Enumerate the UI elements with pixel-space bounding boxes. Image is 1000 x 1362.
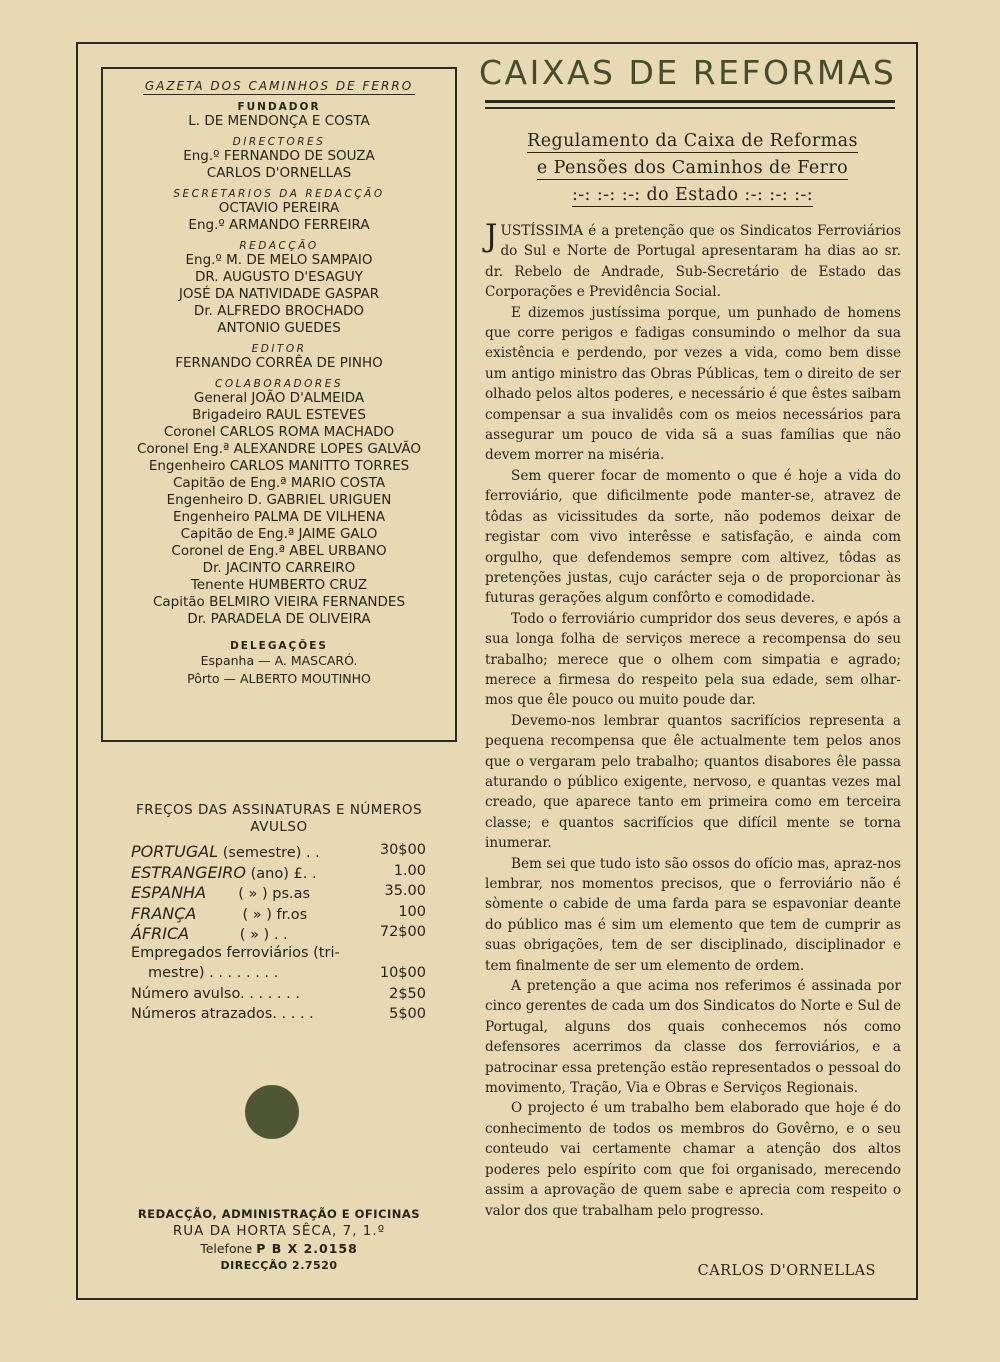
- price-row: [104, 945, 454, 966]
- paragraph: Bem sei que tudo isto são ossos do ofício mas, apraz-nos lembrar, nos momentos precisos, que o ferroviário não é sòmente o cabide de uma farda para se espavoniar deante do público mas é sim um elemento que tem de cumprir as suas obrigações, tem de ser disciplinado, disciplinador e tem finalmente de ser um elemento de ordem.: [485, 855, 901, 974]
- secretario-name: OCTAVIO PEREIRA: [218, 200, 340, 216]
- price-row: [104, 986, 454, 1007]
- colaborador-name: Engenheiro CARLOS MANITTO TORRES: [148, 458, 410, 474]
- colaborador-name: Capitão BELMIRO VIEIRA FERNANDES: [152, 594, 406, 610]
- redactor-name: ANTONIO GUEDES: [217, 320, 341, 336]
- price-value: 100: [398, 903, 426, 920]
- telefone-label: Telefone: [200, 1241, 257, 1256]
- colaborador-name: General JOÃO D'ALMEIDA: [193, 390, 365, 406]
- round-seal-stamp: [245, 1085, 299, 1139]
- price-detail: ( » ) . .: [189, 927, 288, 943]
- prices-title-2: AVULSO: [250, 819, 308, 835]
- colaborador-name: Tenente HUMBERTO CRUZ: [190, 577, 368, 593]
- secretarios-heading: SECRETARIOS DA REDACÇÃO: [173, 188, 385, 200]
- price-value: 30$00: [379, 842, 426, 858]
- address-telefone: [104, 1241, 454, 1256]
- price-detail: ( » ) ps.as: [206, 886, 311, 902]
- price-detail: (ano) £. .: [246, 865, 317, 882]
- address-block: [104, 1207, 454, 1272]
- price-country: FRANÇA: [131, 903, 197, 923]
- subtitle-line: e Pensões dos Caminhos de Ferro: [536, 158, 849, 178]
- drop-cap: J: [485, 218, 498, 254]
- price-row: [104, 883, 454, 904]
- price-row: [104, 863, 454, 884]
- price-value: 35.00: [384, 883, 426, 899]
- director-name: CARLOS D'ORNELLAS: [206, 165, 352, 181]
- paragraph: Todo o ferroviário cumpridor dos seus deveres, e após a sua longa folha de serviços merece a recompensa do seu trabalho; merece que o olhem com simpatia e agrado; merece a firmesa do respeito pela sua edade, sem olhar-mos que êle pouco ou muito poude dar.: [485, 610, 901, 709]
- colaborador-name: Capitão de Eng.ª MARIO COSTA: [172, 475, 386, 491]
- colaborador-name: Coronel de Eng.ª ABEL URBANO: [171, 543, 387, 559]
- colaborador-name: Coronel Eng.ª ALEXANDRE LOPES GALVÃO: [136, 441, 422, 457]
- title-rule: [485, 100, 895, 103]
- price-detail: ( » ) fr.os: [196, 906, 308, 923]
- secretario-name: Eng.º ARMANDO FERREIRA: [188, 217, 370, 233]
- paragraph: O projecto é um trabalho bem elaborado que hoje é do conhecimento de todos os membros do Govêrno, e o seu conteudo vai certamente chamar a atenção dos altos poderes pelo espírito com que foi organisado, merecendo assim a aprovação de quem sabe e aprecia com respeito o valor dos que trabalham pelo progresso.: [485, 1100, 901, 1219]
- redaccao-heading: REDACÇÃO: [239, 240, 319, 252]
- redactor-name: Dr. ALFREDO BROCHADO: [193, 303, 365, 319]
- title-rule: [485, 107, 895, 109]
- editor-heading: EDITOR: [251, 343, 307, 355]
- price-country: ESTRANGEIRO: [131, 862, 247, 882]
- colaborador-name: Dr. JACINTO CARREIRO: [202, 560, 356, 576]
- price-value: 5$00: [389, 1006, 426, 1022]
- colaborador-name: Capitão de Eng.ª JAIME GALO: [180, 526, 378, 542]
- fundador-heading: FUNDADOR: [237, 101, 321, 113]
- price-detail: (semestre) . .: [218, 845, 320, 861]
- prices-title: FREÇOS DAS ASSINATURAS E NÚMEROS: [135, 802, 423, 818]
- directores-heading: DIRECTORES: [232, 136, 326, 148]
- colaboradores-heading: COLABORADORES: [214, 378, 344, 390]
- delegacoes-heading: DELEGAÇÕES: [230, 640, 328, 652]
- director-name: Eng.º FERNANDO DE SOUZA: [183, 148, 375, 164]
- delegacao-line: Pôrto — ALBERTO MOUTINHO: [187, 671, 371, 686]
- address-direccao: DIRECÇÃO 2.7520: [220, 1259, 338, 1272]
- redactor-name: JOSÉ DA NATIVIDADE GASPAR: [178, 286, 380, 302]
- paragraph: E dizemos justíssima porque, um punhado de homens que corre perigos e fadigas consumindo o melhor da sua existência e perdendo, por vezes a vida, como bem disse um antigo ministro das Obras Públicas, tem o direito de ser olhado pelos altos poderes, e necessário é que êstes saibam compensar a sua invalidês com os meios necessários para assegurar um pouco de vida sã a suas famílias que não devem morrer na miséria.: [485, 304, 901, 464]
- price-value: 1.00: [393, 862, 426, 879]
- article-body: [485, 218, 901, 1221]
- paragraph: Sem querer focar de momento o que é hoje a vida do ferroviário, que dificilmente pode manter-se, atravez de tôdas as vicissitudes da sorte, não podemos deixar de registar com vivo interêsse e satisfação, e ainda com orgulho, que defendemos sempre com altivez, tôdas as pretenções justas, cujo carácter seja o de proporcionar às futuras gerações algum confôrto e comodidade.: [485, 467, 901, 607]
- colaborador-name: Engenheiro PALMA DE VILHENA: [172, 509, 386, 525]
- telefone-number: P B X 2.0158: [256, 1241, 358, 1256]
- article-subtitle: [515, 128, 870, 209]
- colaborador-name: Engenheiro D. GABRIEL URIGUEN: [166, 492, 392, 508]
- author-signature: CARLOS D'ORNELLAS: [697, 1263, 876, 1279]
- fundador-name: L. DE MENDONÇA E COSTA: [188, 113, 370, 129]
- price-detail: mestre) . . . . . . . .: [148, 965, 279, 981]
- price-country: ÁFRICA: [131, 924, 190, 943]
- masthead-title: GAZETA DOS CAMINHOS DE FERRO: [144, 79, 414, 93]
- colaborador-name: Dr. PARADELA DE OLIVEIRA: [187, 611, 371, 627]
- subtitle-line: Regulamento da Caixa de Reformas: [527, 131, 858, 151]
- price-country: PORTUGAL: [131, 842, 219, 861]
- subtitle-line: :-: :-: :-: do Estado :-: :-: :-:: [571, 185, 814, 205]
- price-row: [104, 1006, 454, 1027]
- price-row: [104, 904, 454, 925]
- delegacao-line: Espanha — A. MASCARÓ.: [200, 653, 358, 668]
- address-street: RUA DA HORTA SÊCA, 7, 1.º: [172, 1223, 386, 1239]
- paragraph: Devemo-nos lembrar quantos sacrifícios representa a pequena recompensa que êle actualmente tem pelos anos que o vergaram pelo trabalho; quantos disabores êle passa aturando o público exigente, nervoso, e quantas vezes mal creado, que aparece tanto em primeira como em terceira classe; e quantos sacrifícios que difícil mente se torna inumerar.: [485, 712, 901, 852]
- price-country: ESPANHA: [131, 883, 207, 902]
- redactor-name: DR. AUGUSTO D'ESAGUY: [194, 269, 364, 285]
- colaborador-name: Coronel CARLOS ROMA MACHADO: [163, 424, 395, 440]
- redactor-name: Eng.º M. DE MELO SAMPAIO: [185, 252, 373, 268]
- price-detail: Empregados ferroviários (tri-: [131, 944, 340, 961]
- address-line: REDACÇÃO, ADMINISTRAÇÃO E OFICINAS: [137, 1207, 421, 1221]
- price-value: 72$00: [379, 924, 426, 940]
- subscription-prices: [104, 802, 454, 1027]
- price-detail: Número avulso. . . . . . .: [131, 985, 300, 1002]
- paragraph: A pretenção a que acima nos referimos é assinada por cinco gerentes de cada um dos Sindicatos do Norte e Sul de Portugal, alguns dos quais conhecemos nós como defensores acerrimos da classe dos ferroviários, e a patrocinar essa pretenção estão representados o pessoal do movimento, Tração, Via e Obras e Serviços Regionais.: [485, 978, 901, 1097]
- section-title: CAIXAS DE REFORMAS: [479, 53, 897, 92]
- price-value: 2$50: [389, 985, 426, 1002]
- price-value: 10$00: [379, 965, 426, 981]
- paragraph: [485, 218, 901, 303]
- price-row: [104, 965, 454, 986]
- paragraph-text: USTÍSSIMA é a pretenção que os Sindicatos Ferroviários do Sul e Norte de Portugal apresentaram ha dias ao sr. dr. Rebelo de Andrade, Sub-Secretário de Estado das Corporações e Previdência Social.: [485, 223, 901, 301]
- price-row: [104, 924, 454, 945]
- colaborador-name: Brigadeiro RAUL ESTEVES: [192, 407, 366, 423]
- price-detail: Números atrazados. . . . .: [131, 1006, 314, 1022]
- editor-name: FERNANDO CORRÊA DE PINHO: [175, 355, 383, 371]
- price-row: [104, 842, 454, 863]
- masthead-box: [101, 67, 457, 742]
